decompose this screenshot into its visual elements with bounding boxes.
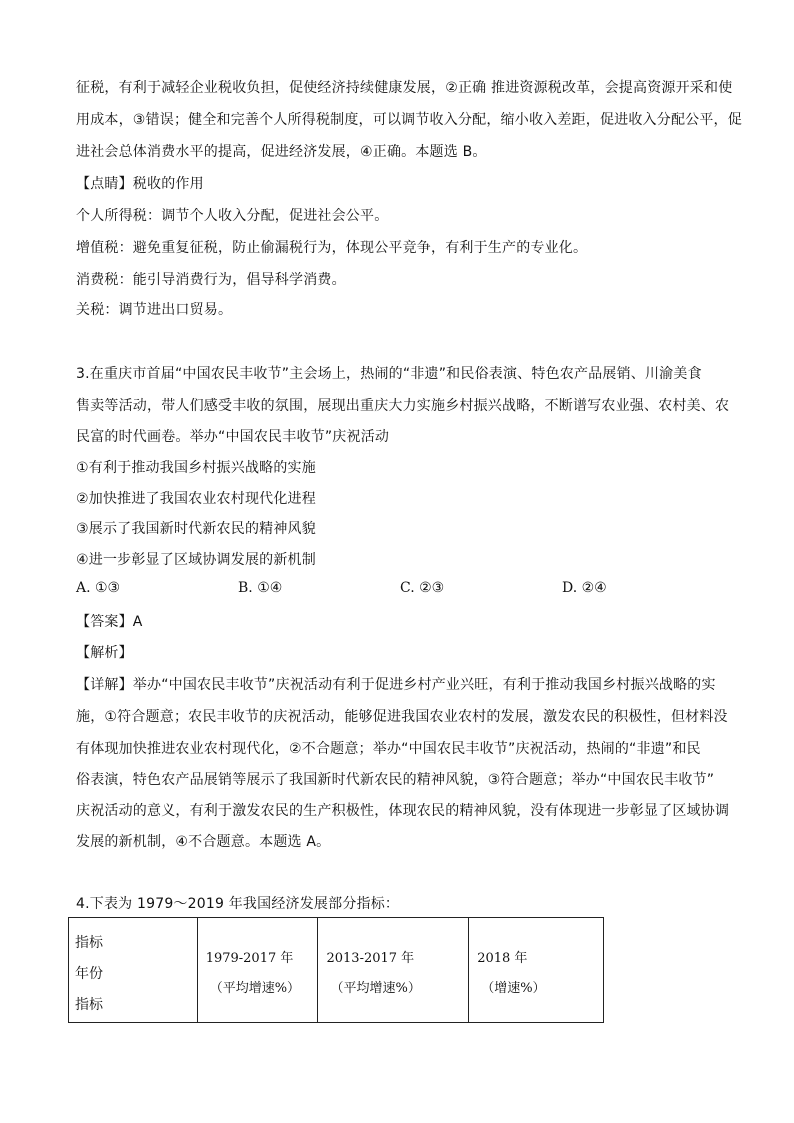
corner-label: 指标: [75, 997, 103, 1013]
question-4-stem: 4.下表为 1979～2019 年我国经济发展部分指标：: [76, 896, 400, 912]
answer-label: 【答案】A: [76, 614, 143, 630]
question-3-stem-line: 售卖等活动，带人们感受丰收的氛围，展现出重庆大力实施乡村振兴战略，不断谱写农业强、农村美、农: [76, 398, 730, 414]
corner-label: 指标: [75, 935, 103, 951]
statement-1: ①有利于推动我国乡村振兴战略的实施: [76, 460, 316, 476]
paragraph-line: 征税，有利于减轻企业税收负担，促使经济持续健康发展，②正确 推进资源税改革，会提高资源开采和使: [76, 80, 733, 96]
option-c[interactable]: C. ②③: [400, 580, 445, 596]
dianjing-item: 消费税：能引导消费行为，倡导科学消费。: [76, 272, 346, 288]
dianjing-item: 关税：调节进出口贸易。: [76, 302, 233, 318]
table-header-cell: [469, 918, 604, 1023]
analysis-title: 【解析】: [76, 645, 133, 661]
answer-options: [76, 580, 716, 602]
column-note: （增速%）: [481, 981, 546, 996]
statement-4: ④进一步彰显了区域协调发展的新机制: [76, 552, 316, 568]
question-3-stem-line: 3.在重庆市首届“中国农民丰收节”主会场上，热闹的“非遗”和民俗表演、特色农产品展销、川渝美食: [76, 366, 702, 382]
statement-3: ③展示了我国新时代新农民的精神风貌: [76, 521, 316, 537]
column-period: 2013-2017 年: [326, 951, 415, 966]
option-a[interactable]: A. ①③: [76, 580, 121, 596]
analysis-line: 有体现加快推进农业农村现代化，②不合题意；举办“中国农民丰收节”庆祝活动，热闹的“非遗”和民: [76, 741, 701, 757]
analysis-line: 庆祝活动的意义，有利于激发农民的生产积极性，体现农民的精神风貌，没有体现进一步彰显了区域协调: [76, 803, 730, 819]
dianjing-item: 个人所得税：调节个人收入分配，促进社会公平。: [76, 208, 389, 224]
dianjing-title: 【点睛】税收的作用: [76, 176, 204, 192]
table-corner-cell: [69, 918, 198, 1023]
option-b[interactable]: B. ①④: [238, 580, 283, 596]
analysis-line: 俗表演，特色农产品展销等展示了我国新时代新农民的精神风貌，③符合题意；举办“中国农民丰收节”: [76, 772, 715, 788]
corner-label: 年份: [75, 966, 103, 982]
dianjing-item: 增值税：避免重复征税，防止偷漏税行为，体现公平竞争，有利于生产的专业化。: [76, 240, 588, 256]
table-row: [69, 918, 604, 1023]
paragraph-line: 用成本，③错误；健全和完善个人所得税制度，可以调节收入分配，缩小收入差距，促进收入分配公平，促: [76, 112, 742, 128]
column-period: 1979-2017 年: [205, 951, 294, 966]
column-note: （平均增速%）: [209, 981, 301, 996]
indicators-table: [68, 917, 604, 1023]
option-d[interactable]: D. ②④: [562, 580, 607, 596]
analysis-line: 施，①符合题意；农民丰收节的庆祝活动，能够促进我国农业农村的发展，激发农民的积极性，但材料没: [76, 709, 728, 725]
table-header-cell: [318, 918, 469, 1023]
statement-2: ②加快推进了我国农业农村现代化进程: [76, 491, 316, 507]
analysis-line: 【详解】举办“中国农民丰收节”庆祝活动有利于促进乡村产业兴旺，有利于推动我国乡村振兴战略的实: [76, 677, 716, 693]
paragraph-line: 进社会总体消费水平的提高，促进经济发展，④正确。本题选 B。: [76, 144, 487, 160]
column-period: 2018 年: [477, 951, 528, 966]
table-header-cell: [197, 918, 318, 1023]
analysis-line: 发展的新机制，④不合题意。本题选 A。: [76, 834, 331, 850]
question-3-stem-line: 民富的时代画卷。举办“中国农民丰收节”庆祝活动: [76, 429, 390, 445]
column-note: （平均增速%）: [330, 981, 421, 996]
